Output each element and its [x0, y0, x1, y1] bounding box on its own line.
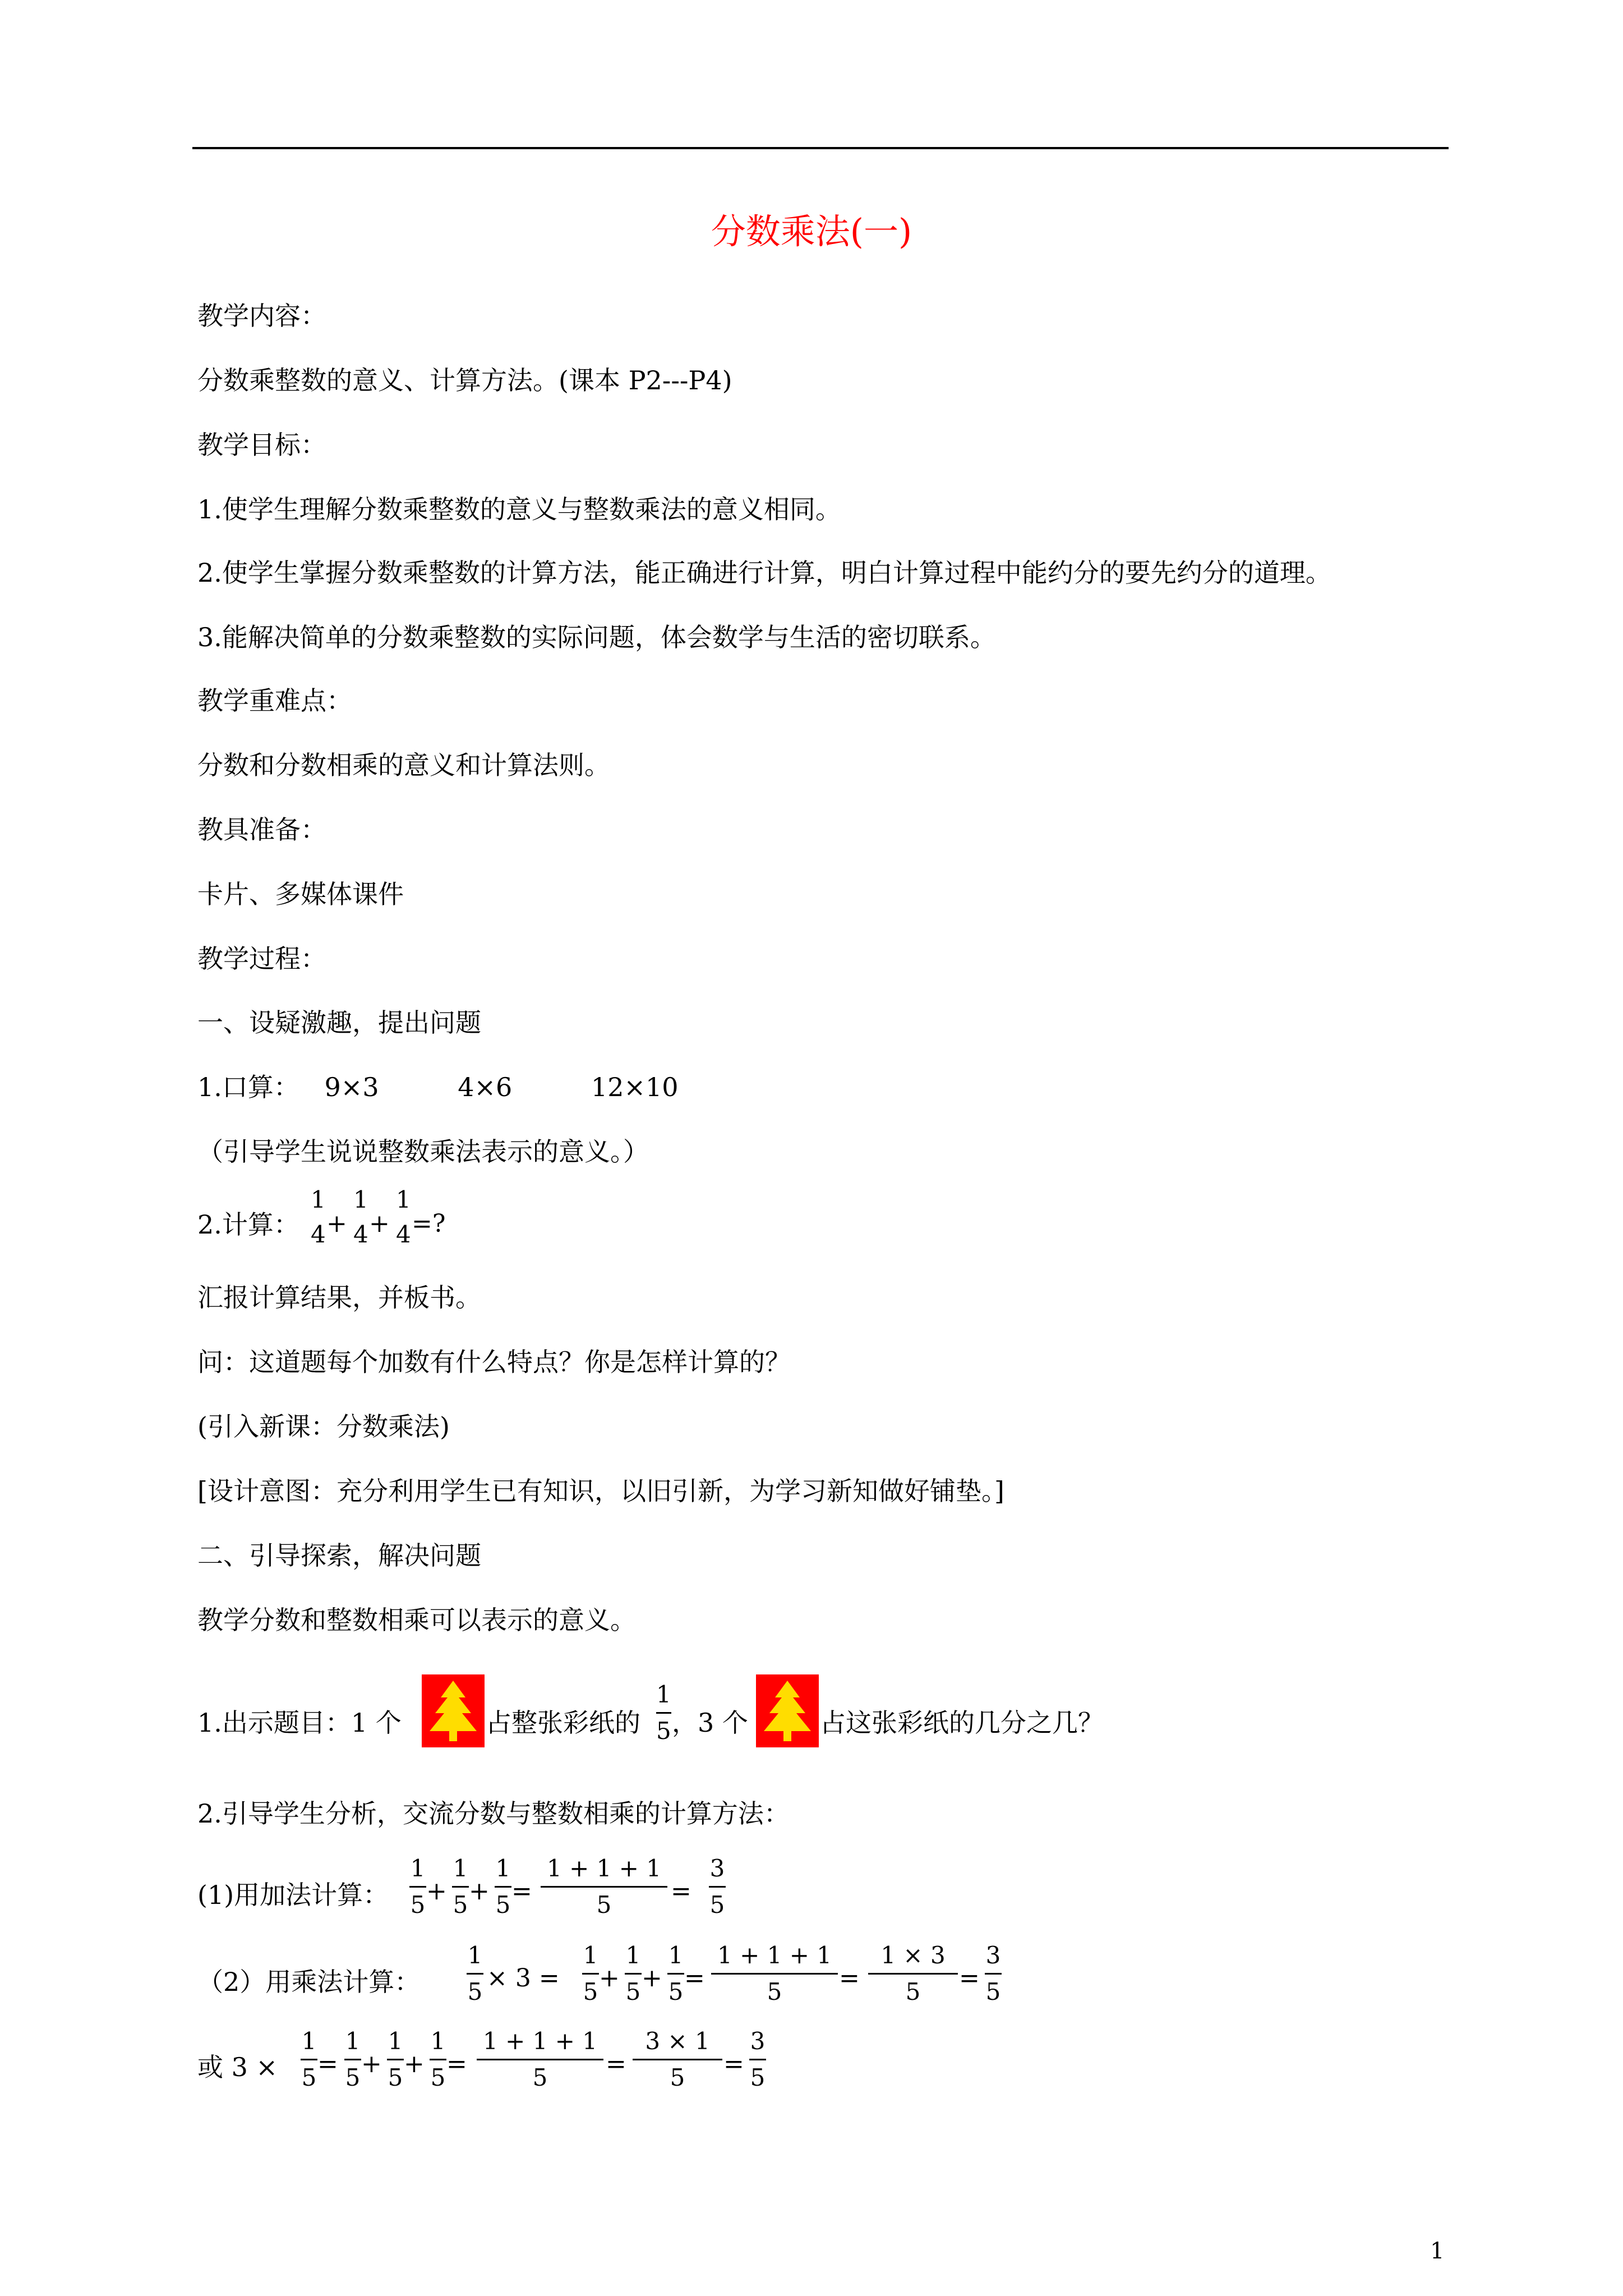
fraction: 1 4 [396, 1186, 411, 1248]
section-heading-tools: 教具准备： [197, 815, 326, 845]
fraction: $\frac{1}{5}$ [388, 2027, 403, 2091]
oral-calc-3: 12×10 [591, 1072, 679, 1102]
fraction: $\frac{1 + 1 + 1}{5}$ [477, 2030, 603, 2090]
section-heading-goals: 教学目标： [197, 430, 326, 460]
equals-sign: = [317, 2050, 338, 2078]
plus-sign: + [469, 1877, 490, 1906]
oral-calc-line [197, 1074, 679, 1100]
multiplication-label: （2）用乘法计算： [197, 1967, 421, 1997]
guide-analysis: 2.引导学生分析，交流分数与整数相乘的计算方法： [197, 1798, 790, 1829]
page-title: 分数乘法(一) [711, 211, 912, 252]
equals-sign: = [684, 1964, 705, 1993]
fraction: $\frac{3}{5}$ [709, 1855, 725, 1918]
tree-icon [422, 1674, 485, 1747]
equals-sign: = [606, 2050, 626, 2078]
fraction: $\frac{3}{5}$ [985, 1941, 1001, 2005]
design-intent: [设计意图：充分利用学生已有知识，以旧引新，为学习新知做好铺垫。] [197, 1476, 1004, 1506]
equals-sign: = [723, 2050, 744, 2078]
part-two-heading: 二、引导探索，解决问题 [197, 1540, 481, 1571]
section-heading-content: 教学内容： [197, 301, 326, 331]
plus-sign: + [404, 2050, 425, 2078]
page-number: 1 [1430, 2238, 1445, 2264]
alternative-label: 或 3 × [197, 2052, 278, 2082]
fraction: $\frac{1 \times 3}{5}$ [868, 1944, 958, 2004]
fraction: 1 4 [311, 1186, 326, 1248]
equals-sign: = [671, 1877, 691, 1906]
times-three-equals: × 3 = [487, 1964, 560, 1993]
fraction: $\frac{1}{5}$ [583, 1941, 598, 2005]
equals-sign: = [511, 1877, 532, 1906]
goal-3: 3.能解决简单的分数乘整数的实际问题，体会数学与生活的密切联系。 [197, 622, 996, 652]
guide-note: （引导学生说说整数乘法表示的意义。） [197, 1137, 649, 1167]
oral-calc-2: 4×6 [458, 1072, 513, 1102]
problem-mid: 占整张彩纸的 [486, 1708, 640, 1738]
equals-sign: = [959, 1964, 980, 1993]
fraction: $\frac{1 + 1 + 1}{5}$ [541, 1857, 667, 1917]
problem-prefix: 1.出示题目：1 个 [197, 1708, 402, 1738]
plus-sign: + [426, 1877, 447, 1906]
plus-sign: + [369, 1209, 390, 1238]
fraction: $\frac{1}{5}$ [467, 1941, 483, 2005]
fraction: $\frac{1}{5}$ [430, 2027, 446, 2091]
goal-2: 2.使学生掌握分数乘整数的计算方法，能正确进行计算，明白计算过程中能约分的要先约分的道理。 [197, 558, 1331, 588]
oral-calc-1: 9×3 [324, 1072, 379, 1102]
fraction: $\frac{3 \times 1}{5}$ [633, 2030, 722, 2090]
report-text: 汇报计算结果，并板书。 [197, 1282, 481, 1313]
tree-icon [756, 1674, 819, 1747]
fraction: $\frac{1}{5}$ [410, 1855, 426, 1918]
difficulty-text: 分数和分数相乘的意义和计算法则。 [197, 750, 610, 780]
tools-text: 卡片、多媒体课件 [197, 879, 404, 909]
goal-1: 1.使学生理解分数乘整数的意义与整数乘法的意义相同。 [197, 494, 841, 524]
fraction: $\frac{1}{5}$ [668, 1941, 684, 2005]
equals-question: =? [412, 1209, 446, 1238]
section-heading-process: 教学过程： [197, 944, 326, 974]
plus-sign: + [361, 2050, 382, 2078]
content-text: 分数乘整数的意义、计算方法。(课本 P2---P4) [197, 365, 732, 395]
problem-suffix: 占这张彩纸的几分之几？ [820, 1708, 1104, 1738]
meaning-text: 教学分数和整数相乘可以表示的意义。 [197, 1605, 636, 1635]
fraction: $\frac{1}{5}$ [453, 1855, 468, 1918]
addition-label: (1)用加法计算： [197, 1880, 389, 1910]
plus-sign: + [326, 1209, 347, 1238]
section-heading-difficulty: 教学重难点： [197, 685, 352, 716]
oral-calc-label: 1.口算： [197, 1072, 299, 1102]
equals-sign: = [839, 1964, 860, 1993]
fraction: $\frac{1}{5}$ [301, 2027, 317, 2091]
equals-sign: = [446, 2050, 467, 2078]
fraction: $\frac{1}{5}$ [625, 1941, 641, 2005]
fraction: $\frac{1}{5}$ [495, 1855, 511, 1918]
part-one-heading: 一、设疑激趣，提出问题 [197, 1007, 481, 1038]
fraction: $\frac{1}{5}$ [345, 2027, 361, 2091]
question-text: 问：这道题每个加数有什么特点？你是怎样计算的？ [197, 1347, 791, 1377]
fraction: $\frac{3}{5}$ [750, 2027, 766, 2091]
fraction: $\frac{1 + 1 + 1}{5}$ [711, 1944, 838, 2004]
header-rule [192, 147, 1449, 149]
intro-new-lesson: (引入新课：分数乘法) [197, 1411, 450, 1442]
plus-sign: + [642, 1964, 662, 1993]
problem-mid2: ，3 个 [672, 1708, 748, 1738]
fraction: 1 4 [353, 1186, 368, 1248]
fraction: $\frac{1}{5}$ [656, 1681, 671, 1745]
calc-label: 2.计算： [197, 1209, 299, 1240]
plus-sign: + [599, 1964, 620, 1993]
